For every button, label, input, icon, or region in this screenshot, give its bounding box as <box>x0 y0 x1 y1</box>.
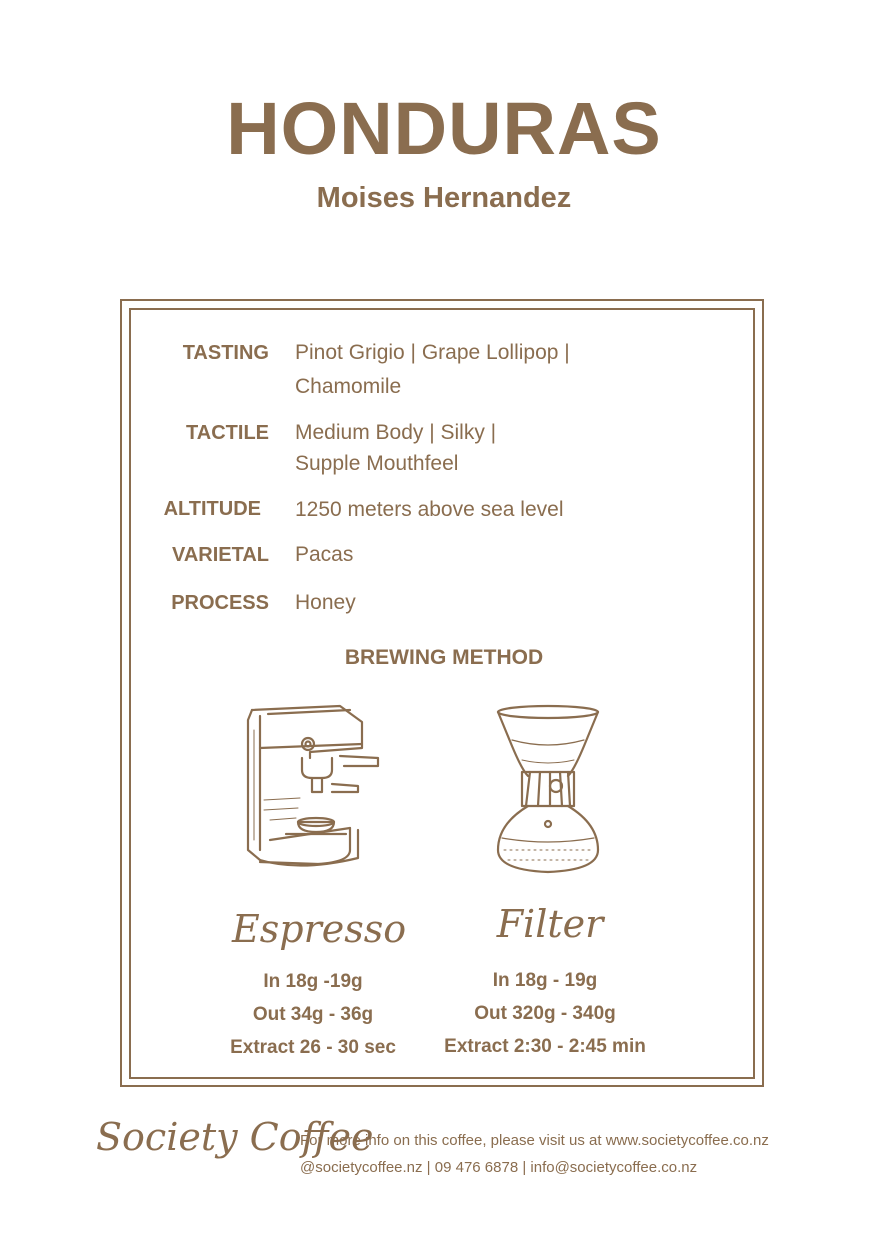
tactile-label: TACTILE <box>186 422 269 444</box>
process-value: Honey <box>295 591 356 614</box>
society-coffee-logo: Society Coffee <box>96 1115 374 1159</box>
espresso-out: Out 34g - 36g <box>252 1004 374 1025</box>
tasting-value-line2: Chamomile <box>295 375 402 398</box>
tasting-value-line1: Pinot Grigio | Grape Lollipop | <box>295 341 570 364</box>
espresso-in: In 18g -19g <box>263 971 363 992</box>
tactile-value-line1: Medium Body | Silky | <box>295 421 497 444</box>
filter-extract: Extract 2:30 - 2:45 min <box>444 1036 646 1057</box>
tactile-value-line2: Supple Mouthfeel <box>295 452 459 475</box>
producer-name: Moises Hernandez <box>316 182 572 214</box>
page-title: HONDURAS <box>226 87 662 170</box>
filter-in: In 18g - 19g <box>492 970 598 991</box>
espresso-machine-icon <box>240 700 390 875</box>
varietal-label: VARIETAL <box>171 544 269 566</box>
altitude-value: 1250 meters above sea level <box>295 498 564 521</box>
altitude-label: ALTITUDE <box>163 498 261 520</box>
espresso-method-name: Espresso <box>232 907 407 951</box>
filter-out: Out 320g - 340g <box>474 1003 616 1024</box>
footer-contact-line: @societycoffee.nz | 09 476 6878 | info@societycoffee.co.nz <box>300 1159 698 1176</box>
varietal-value: Pacas <box>295 543 354 566</box>
espresso-extract: Extract 26 - 30 sec <box>230 1037 396 1058</box>
brewing-method-heading: BREWING METHOD <box>344 646 544 669</box>
chemex-pour-over-icon <box>492 700 604 878</box>
footer-info-line: For more info on this coffee, please visit us at www.societycoffee.co.nz <box>300 1132 769 1149</box>
filter-method-name: Filter <box>496 902 604 946</box>
tasting-label: TASTING <box>182 342 269 364</box>
process-label: PROCESS <box>171 592 269 614</box>
